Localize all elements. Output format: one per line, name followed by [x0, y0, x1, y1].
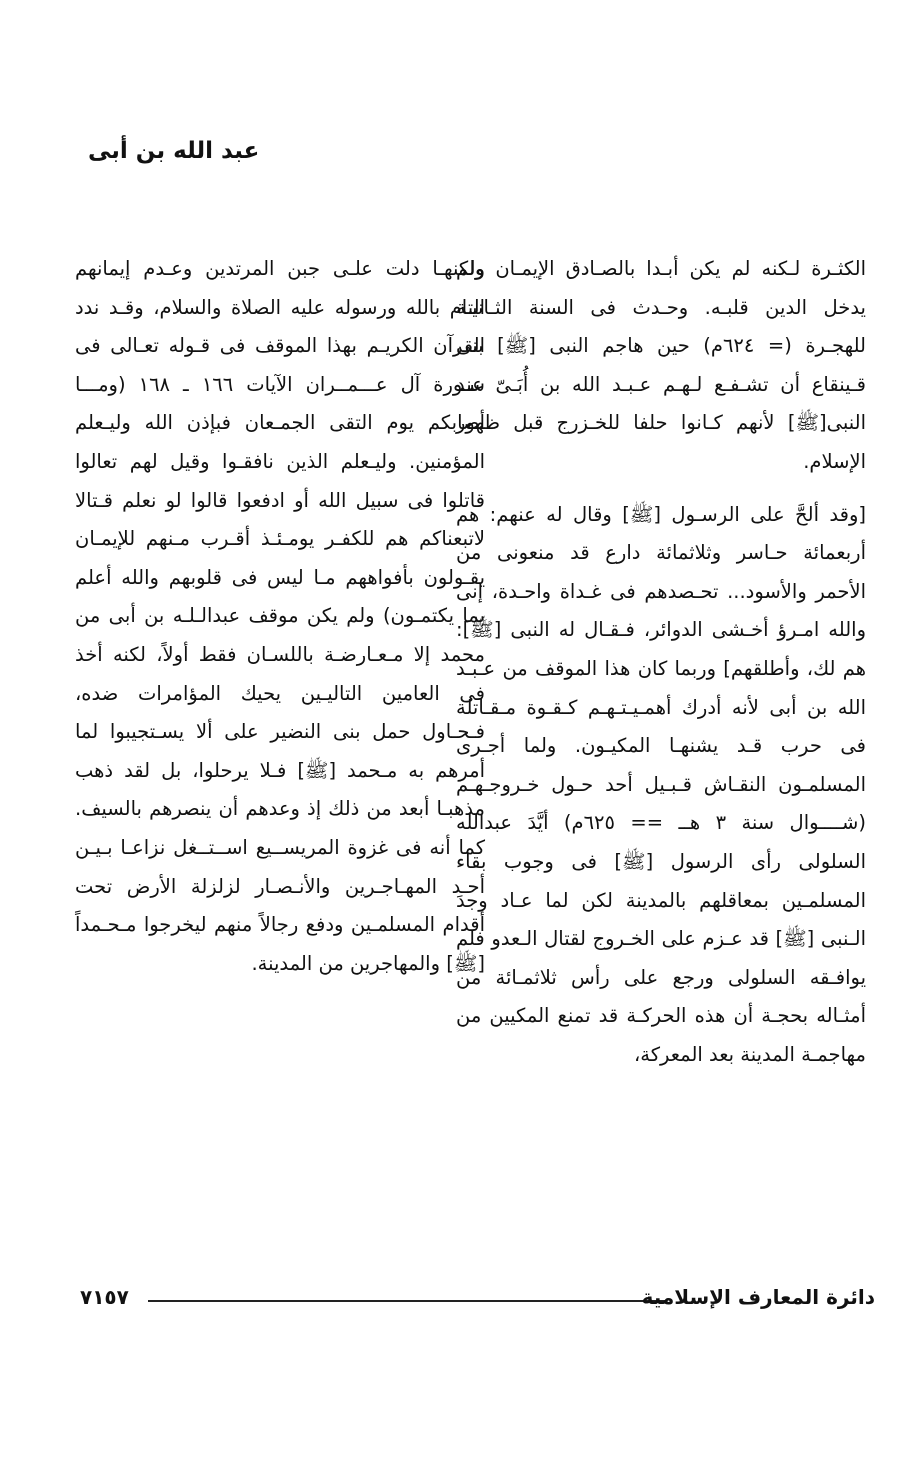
- paragraph: الكثـرة لـكنه لم يكن أبـدا بالصـادق الإيمـان ولم يدخل الدين قلبـه. وحـدث فى السنة الثـانيـة للهجـرة (= ٦٢٤م) حين هاجم النبى [ﷺ] بنى قـينقاع أن تشـفـع لـهـم عـبـد الله بن أُبَـىّ عند النبى[ﷺ] لأنهم كـانوا حلفا للخـزرج قبل ظهور الإسلام.: [456, 257, 866, 473]
- page-footer: [80, 1285, 875, 1325]
- page-number: ٧١٥٧: [80, 1285, 129, 1309]
- paragraph: [وقد ألحَّ على الرسـول [ﷺ] وقال له عنهم: هم أربعمائة حـاسر وثلاثمائة دارع قد منعونى من الأحمر والأسود... تحـصدهم فى غـداة واحـدة، إنى والله امـرؤ أخـشى الدوائر، فـقـال له النبى [ﷺ]: هم لك، وأطلقهم] وربما كان هذا الموقف من عـبـد الله بن أبى لأنه أدرك أهمـيـتـهـم كـقـوة مـقـاتلة فى حرب قـد يشنهـا المكيـون. ولما أجـرى المسلمـون النقـاش قـبـيل أحد حـول خـروجـهـم (شــــوال سنة ٣ هــ == ٦٢٥م) أيَّدَ عبدالله السلولى رأى الرسول [ﷺ] فى وجوب بقاء المسلمـين بمعاقلهم بالمدينة لكن لما عـاد وجدَ الـنبى [ﷺ] قد عـزم على الخـروج لقتال الـعدو فلم يوافـقه السلولى ورجع على رأس ثلاثمـائة من أمثـاله بحجـة أن هذه الحركـة قد تمنع المكيين من مهاجمـة المدينة بعد المعركة،: [456, 502, 866, 1066]
- text-column-left: [75, 250, 485, 983]
- footer-rule: [148, 1300, 667, 1302]
- publication-title: دائرة المعارف الإسلامية: [641, 1285, 875, 1309]
- running-head-title: عبد الله بن أبى: [88, 138, 260, 164]
- text-column-right: [456, 250, 866, 1074]
- paragraph: ولكنهـا دلت علـى جبن المرتدين وعـدم إيمانهم التام بالله ورسوله عليه الصلاة والسلام، وقـد ندد القرآن الكريـم بهذا الموقف فى قـوله تعـالى فى سـورة آل عـــمــران الآيات ١٦٦ ـ ١٦٨ (ومـــا أصابكم يوم التقى الجمـعان فبإذن الله وليـعلم المؤمنين. وليـعلم الذين نافقـوا وقيل لهم تعالوا قاتلوا فى سبيل الله أو ادفعوا قالوا لو نعلم قـتالا لاتبعناكم هم للكفـر يومـئـذ أقـرب مـنهم للإيمـان يقـولون بأفواههم مـا ليس فى قلوبهم والله أعلم بما يكتمـون) ولم يكن موقف عبدالـلـه بن أبى من محمد إلا مـعـارضـة باللسـان فقط أولاً، لكنه أخذ فى العامين التاليـين يحيك المؤامرات ضده، فـحـاول حمل بنى النضير على ألا يسـتجيبوا لما أمرهم به مـحمد [ﷺ] فـلا يرحلوا، بل لقد ذهب مذهبـا أبعد من ذلك إذ وعدهم أن ينصرهم بالسيف. كما أنه فى غزوة المريســيع اســتــغل نزاعـا بـيـن أحـد المهـاجـرين والأنـصـار لزلزلة الأرض تحت أقدام المسلمـين ودفع رجالاً منهم ليخرجوا مـحـمداً [ﷺ] والمهاجرين من المدينة.: [75, 257, 485, 975]
